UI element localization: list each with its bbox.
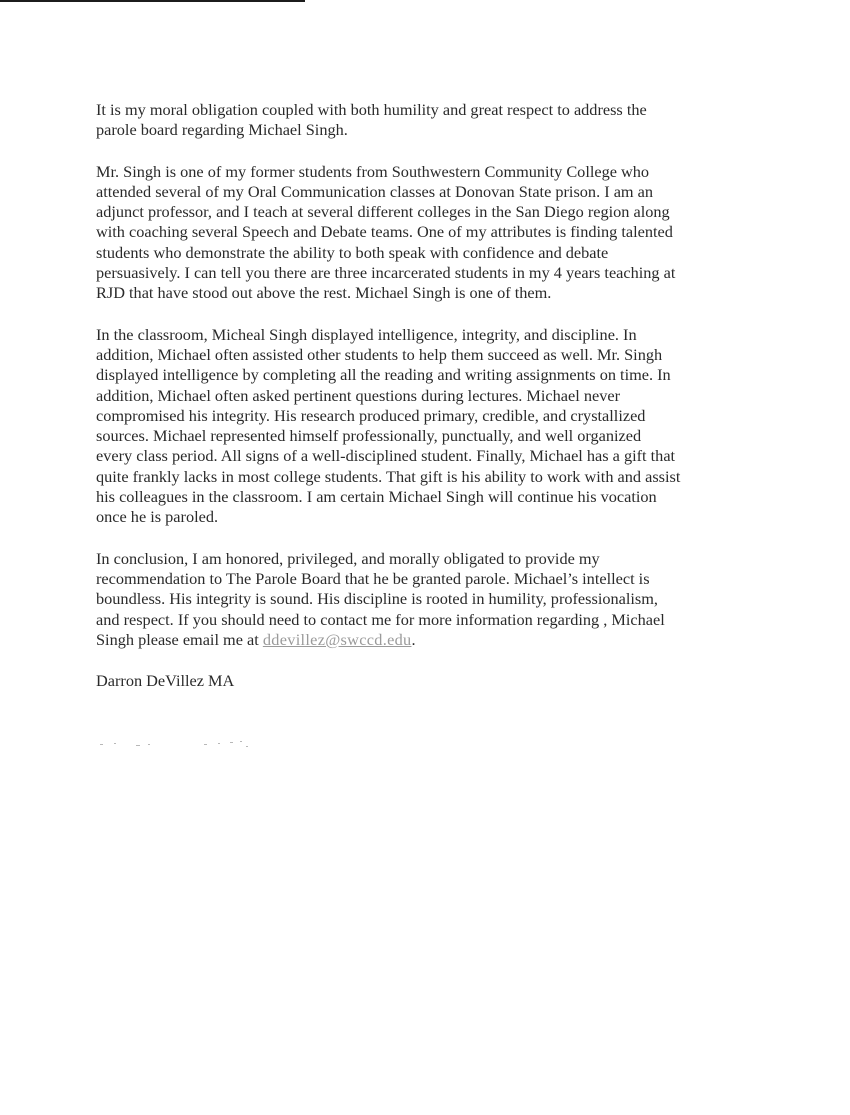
text-line: boundless. His integrity is sound. His discipline is rooted in humility, professionalism, [96,589,658,609]
text-line: compromised his integrity. His research produced primary, credible, and crystallized [96,405,646,425]
text-line: Mr. Singh is one of my former students from Southwestern Community College who [96,161,650,181]
text-line: In the classroom, Micheal Singh displayed intelligence, integrity, and discipline. In [96,324,637,344]
text-line: addition, Michael often assisted other students to help them succeed as well. Mr. Singh [96,344,663,364]
text-line: every class period. All signs of a well-disciplined student. Finally, Michael has a gift that [96,446,676,466]
email-prompt-text: Singh please email me at [96,629,263,649]
text-line: persuasively. I can tell you there are three incarcerated students in my 4 years teaching at [96,263,676,283]
paragraph-classroom [96,325,756,528]
text-line: students who demonstrate the ability to both speak with confidence and debate [96,242,609,262]
text-line: It is my moral obligation coupled with both humility and great respect to address the [96,100,647,119]
text-line: quite frankly lacks in most college students. That gift is his ability to work with and assist [96,466,681,486]
paragraph-intro [96,100,756,141]
email-link[interactable]: ddevillez@swccd.edu [262,629,412,649]
scan-edge-line [0,0,305,2]
text-line: parole board regarding Michael Singh. [96,120,348,140]
text-line: with coaching several Speech and Debate teams. One of my attributes is finding talented [96,222,673,242]
signature-name: Darron DeVillez MA [96,671,235,691]
sentence-period: . [411,629,416,649]
text-line: and respect. If you should need to contact me for more information regarding , Michael [96,609,665,629]
text-line: displayed intelligence by completing all the reading and writing assignments on time. In [96,365,671,385]
text-line: In conclusion, I am honored, privileged, and morally obligated to provide my [96,548,600,568]
text-line: once he is paroled. [96,507,219,527]
text-line: attended several of my Oral Communication classes at Donovan State prison. I am an [96,181,654,201]
text-line: his colleagues in the classroom. I am certain Michael Singh will continue his vocation [96,487,657,507]
text-line: adjunct professor, and I teach at several different colleges in the San Diego region along [96,202,670,222]
faint-signature-marks [100,738,260,750]
paragraph-background [96,162,756,304]
paragraph-conclusion [96,549,756,650]
text-line-with-email [96,630,756,650]
text-line: addition, Michael often asked pertinent questions during lectures. Michael never [96,385,621,405]
letter-body [96,100,756,691]
text-line: recommendation to The Parole Board that he be granted parole. Michael’s intellect is [96,568,650,588]
text-line: sources. Michael represented himself professionally, punctually, and well organized [96,426,642,446]
text-line: RJD that have stood out above the rest. Michael Singh is one of them. [96,283,552,303]
